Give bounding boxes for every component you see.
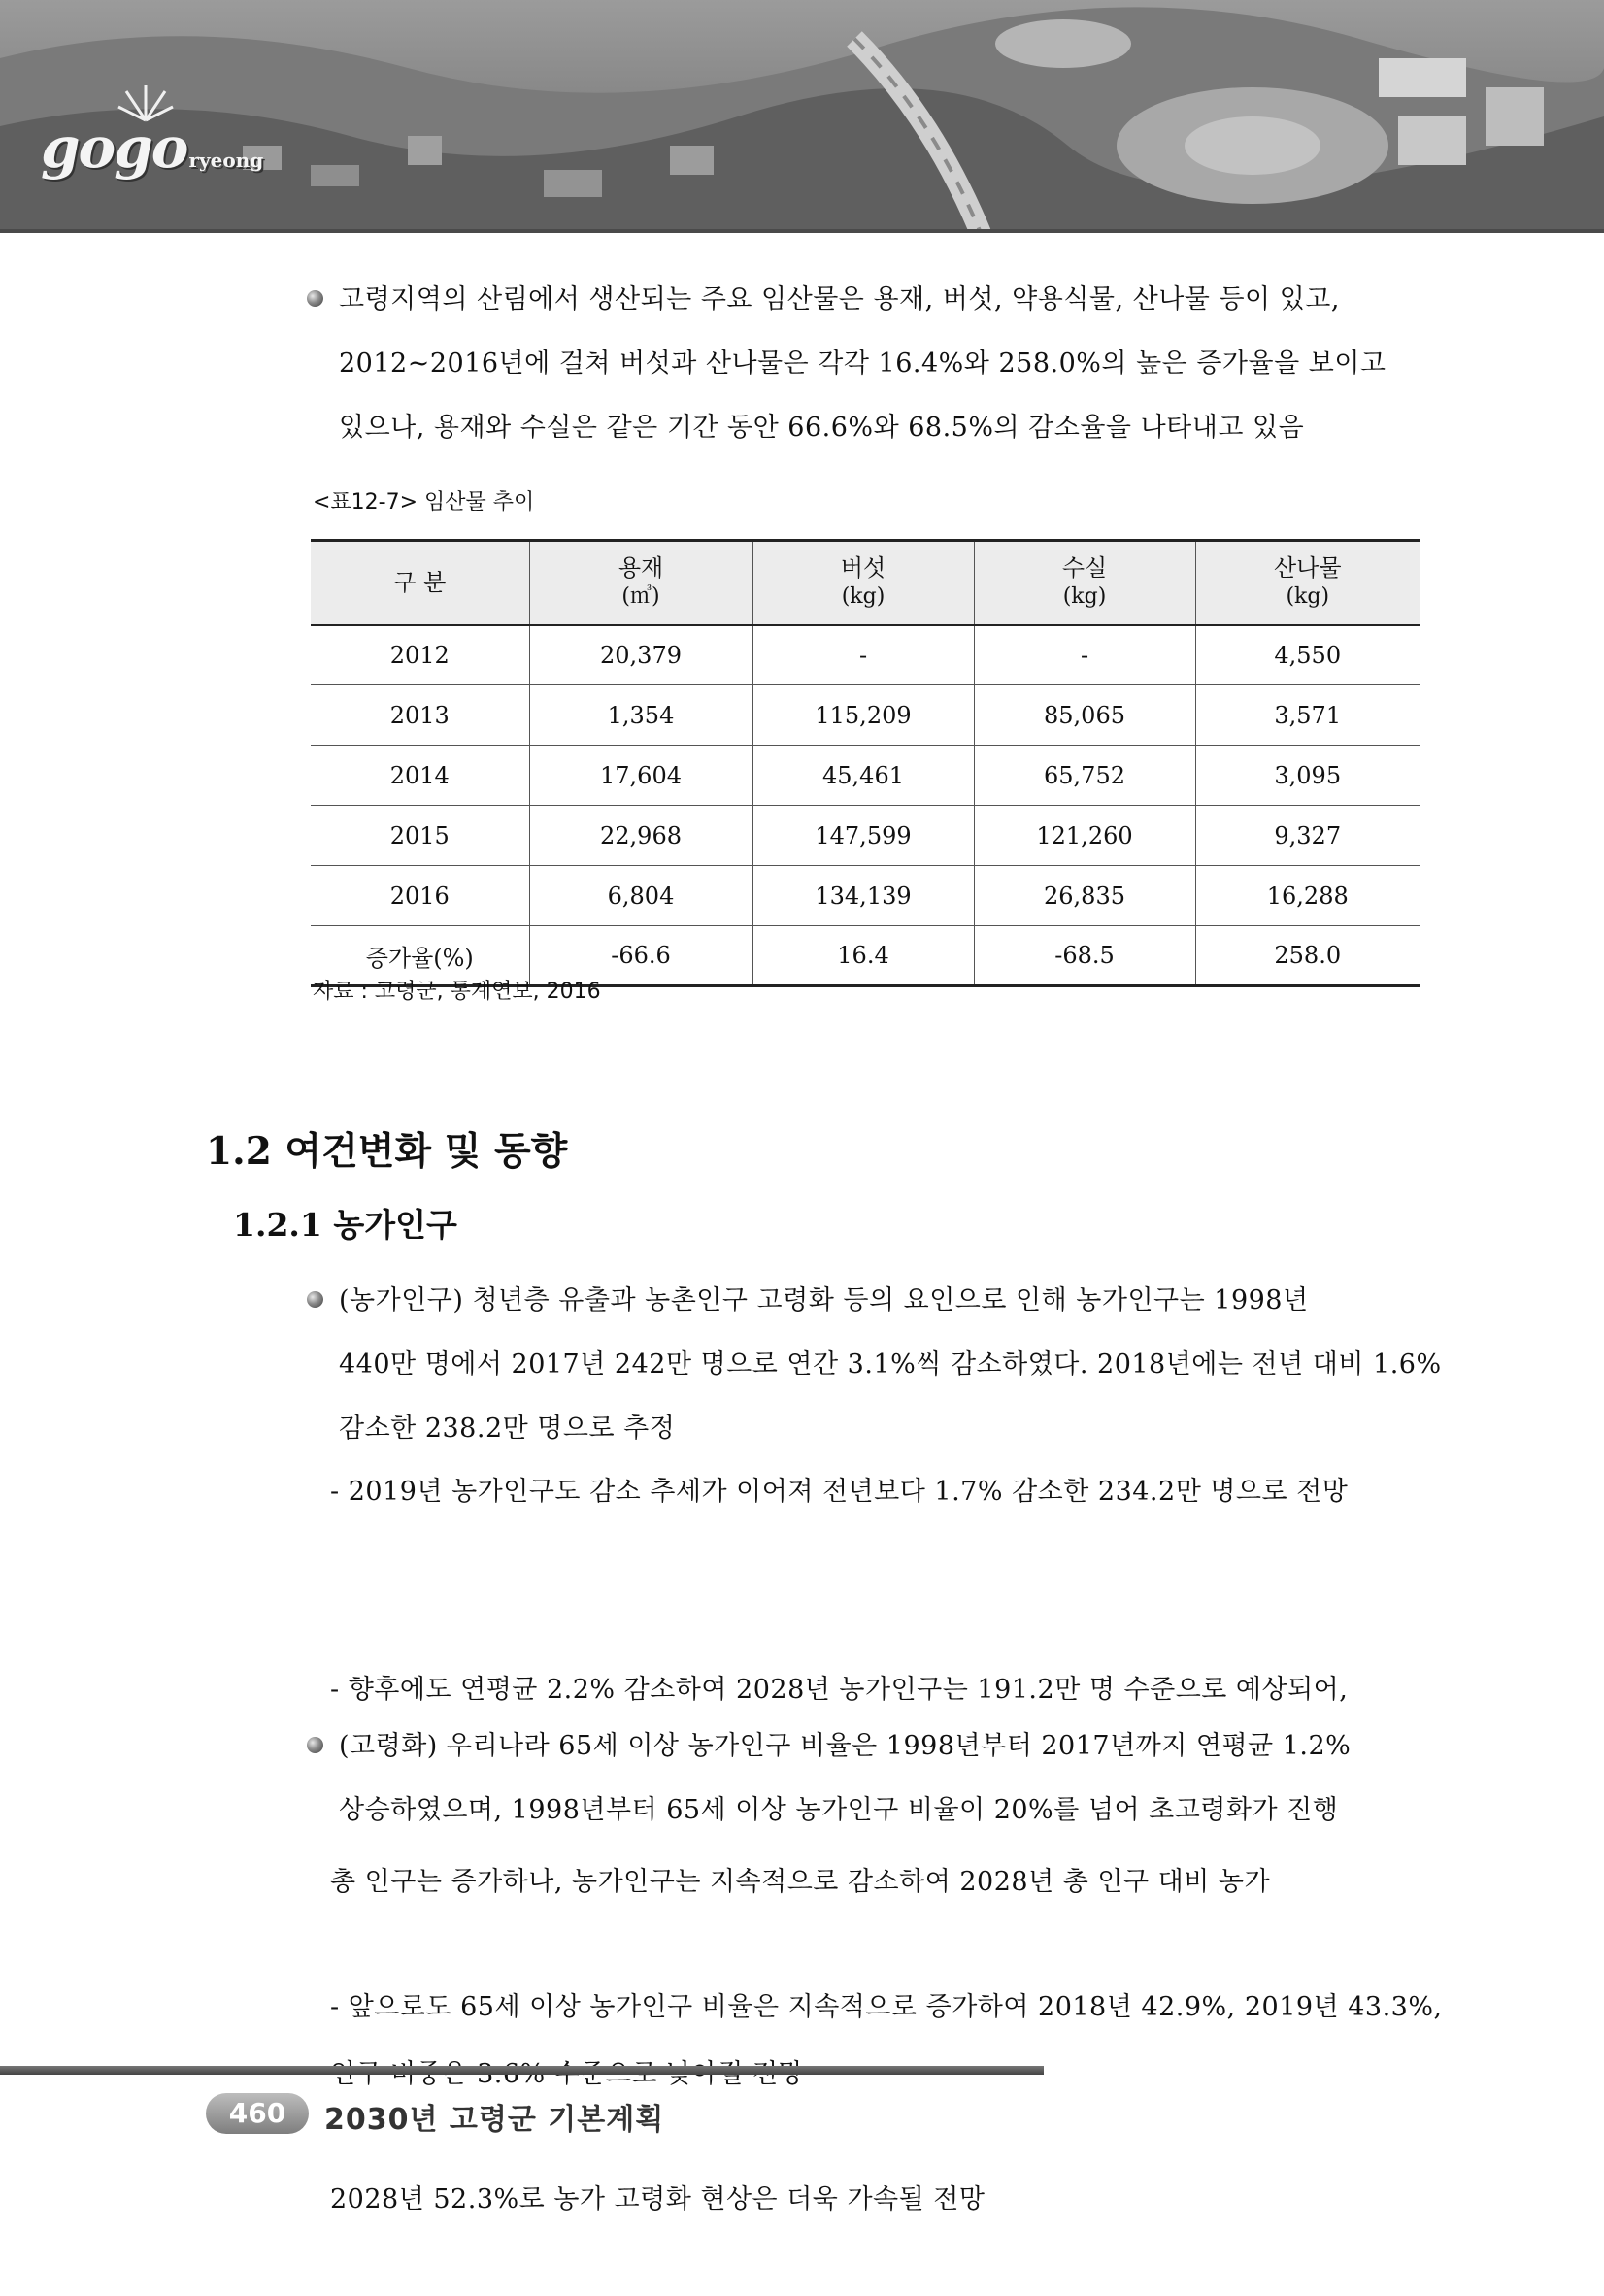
table-cell: 3,095 <box>1195 746 1420 806</box>
text-line: - 앞으로도 65세 이상 농가인구 비율은 지속적으로 증가하여 2018년 42.9%, 2019년 43.3%, <box>330 1992 1443 2022</box>
table-cell: 2013 <box>311 685 529 746</box>
dash-item <box>330 1460 1421 1524</box>
text-line: (고령화) 우리나라 65세 이상 농가인구 비율은 1998년부터 2017년까지 연평균 1.2% <box>339 1731 1352 1761</box>
text-line: - 향후에도 연평균 2.2% 감소하여 2028년 농가인구는 191.2만 명 수준으로 예상되어, <box>330 1675 1349 1705</box>
table-cell: 121,260 <box>974 806 1195 866</box>
bullet-icon <box>307 1737 323 1753</box>
table-cell: 2015 <box>311 806 529 866</box>
aging-paragraph <box>339 1714 1421 1843</box>
table-cell: 1,354 <box>529 685 752 746</box>
header-banner <box>0 0 1604 233</box>
table-cell: 2014 <box>311 746 529 806</box>
column-header: 용재 (㎥) <box>529 541 752 625</box>
table-cell: 2012 <box>311 625 529 685</box>
table-row <box>311 866 1420 926</box>
table-cell: 3,571 <box>1195 685 1420 746</box>
table-cell: - <box>974 625 1195 685</box>
intro-paragraph <box>339 268 1421 460</box>
subsection-heading: 1.2.1 농가인구 <box>233 1206 457 1244</box>
table-cell: - <box>752 625 974 685</box>
table-header-row <box>311 541 1420 625</box>
table-cell: 45,461 <box>752 746 974 806</box>
text-line: 2012~2016년에 걸쳐 버섯과 산나물은 각각 16.4%와 258.0%의 높은 증가율을 보이고 <box>339 349 1387 379</box>
text-line: 총 인구는 증가하나, 농가인구는 지속적으로 감소하여 2028년 총 인구 대비 농가 <box>330 1867 1271 1897</box>
table-row <box>311 746 1420 806</box>
text-line: (농가인구) 청년층 유출과 농촌인구 고령화 등의 요인으로 인해 농가인구는 1998년 <box>339 1285 1309 1315</box>
column-unit: (kg) <box>841 584 886 610</box>
text-line: 440만 명에서 2017년 242만 명으로 연간 3.1%씩 감소하였다. 2018년에는 전년 대비 1.6% <box>339 1349 1442 1380</box>
text-line: 감소한 238.2만 명으로 추정 <box>339 1414 676 1444</box>
table-cell: -66.6 <box>529 926 752 986</box>
table-cell: 9,327 <box>1195 806 1420 866</box>
table-caption: <표12-7> 임산물 추이 <box>313 490 535 515</box>
sun-rays-icon <box>117 78 175 126</box>
table-cell: 증가율(%) <box>311 926 529 986</box>
table-cell: 258.0 <box>1195 926 1420 986</box>
column-header: 버섯 (kg) <box>752 541 974 625</box>
forest-products-table <box>311 539 1420 987</box>
page-number: 460 <box>206 2093 309 2134</box>
bullet-icon <box>307 1291 323 1308</box>
column-header: 산나물 (kg) <box>1195 541 1420 625</box>
gogo-goryeong-logo <box>41 115 263 192</box>
table-cell: -68.5 <box>974 926 1195 986</box>
column-unit: (kg) <box>1062 584 1107 610</box>
table-cell: 16,288 <box>1195 866 1420 926</box>
footer-title: 2030년 고령군 기본계획 <box>324 2103 665 2137</box>
table-row <box>311 625 1420 685</box>
bullet-icon <box>307 290 323 307</box>
table-cell: 17,604 <box>529 746 752 806</box>
table-cell: 26,835 <box>974 866 1195 926</box>
table-cell: 16.4 <box>752 926 974 986</box>
table-row <box>311 806 1420 866</box>
header-rule <box>0 229 1604 233</box>
column-header: 구 분 <box>311 541 529 625</box>
logo-text: gogo <box>41 115 187 181</box>
text-line: 고령지역의 산림에서 생산되는 주요 임산물은 용재, 버섯, 약용식물, 산나물 등이 있고, <box>339 284 1340 315</box>
text-line: 2028년 52.3%로 농가 고령화 현상은 더욱 가속될 전망 <box>330 2184 986 2214</box>
table-cell: 6,804 <box>529 866 752 926</box>
column-unit: (kg) <box>1286 584 1330 610</box>
logo-subtext: ryeong <box>188 149 264 172</box>
farm-population-paragraph <box>339 1269 1442 1461</box>
table-row <box>311 685 1420 746</box>
table-cell: 147,599 <box>752 806 974 866</box>
table-cell: 4,550 <box>1195 625 1420 685</box>
table-cell: 65,752 <box>974 746 1195 806</box>
table-cell: 20,379 <box>529 625 752 685</box>
text-line: - 2019년 농가인구도 감소 추세가 이어져 전년보다 1.7% 감소한 234.2만 명으로 전망 <box>330 1477 1349 1507</box>
column-unit: (㎥) <box>621 584 660 610</box>
footer-rule <box>0 2066 1044 2075</box>
text-line: 상승하였으며, 1998년부터 65세 이상 농가인구 비율이 20%를 넘어 초고령화가 진행 <box>339 1795 1339 1825</box>
table-cell: 115,209 <box>752 685 974 746</box>
column-header: 수실 (kg) <box>974 541 1195 625</box>
table-cell: 85,065 <box>974 685 1195 746</box>
table-cell: 134,139 <box>752 866 974 926</box>
section-heading: 1.2 여건변화 및 동향 <box>206 1129 568 1174</box>
table-cell: 2016 <box>311 866 529 926</box>
table-cell: 22,968 <box>529 806 752 866</box>
text-line: 있으나, 용재와 수실은 같은 기간 동안 66.6%와 68.5%의 감소율을 나타내고 있음 <box>339 413 1305 443</box>
table-source-note: 자료 : 고령군, 통계연보, 2016 <box>313 980 601 1004</box>
